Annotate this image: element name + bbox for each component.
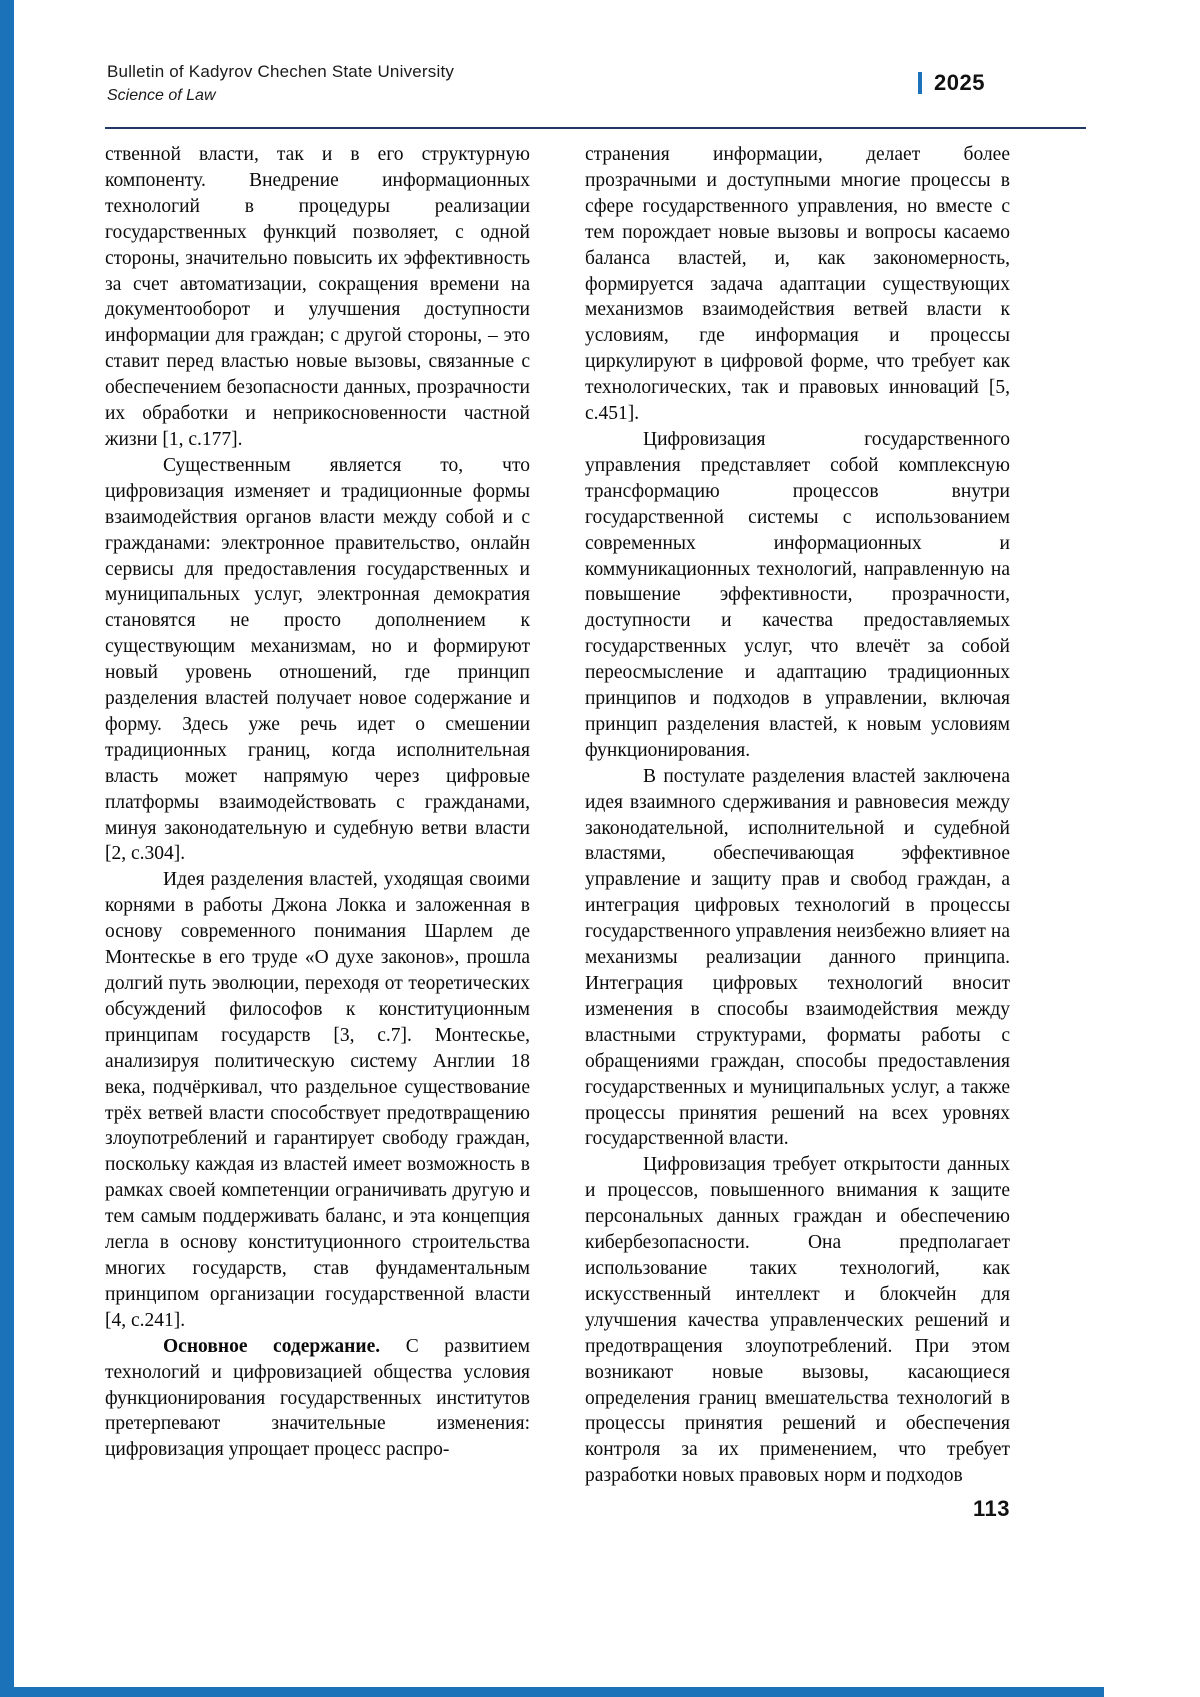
section-heading: Основное содержание. [163, 1335, 381, 1357]
right-column [585, 142, 1010, 1489]
header-rule [105, 127, 1086, 129]
paragraph-text: С развитием технологий и цифровизацией общества условия функционирования государственных институтов претерпевают значительные изменения: цифровизация упрощает процесс распро- [105, 1335, 530, 1461]
paragraph [105, 1334, 530, 1464]
paragraph: Цифровизация государственного управления представляет собой комплексную трансформацию процессов внутри государственной системы с использованием современных информационных и коммуникационных технологий, направленную на повышение эффективности, прозрачности, доступности и качества предоставляемых государственных услуг, что влечёт за собой переосмысление и адаптацию традиционных принципов и подходов в управлении, включая принцип разделения властей, к новым условиям функционирования. [585, 428, 1010, 761]
journal-subtitle: Science of Law [107, 87, 216, 104]
publication-year-block [918, 70, 985, 96]
page-number: 113 [973, 1496, 1010, 1521]
paragraph: Идея разделения властей, уходящая своими корнями в работы Джона Локка и заложенная в основу современного понимания Шарлем де Монтескье в его труде «О духе законов», прошла долгий путь эволюции, переходя от теоретических обсуждений философов к конституционным принципам государств [3, с.7]. Монтескье, анализируя политическую систему Англии 18 века, подчёркивал, что раздельное существование трёх ветвей власти способствует предотвращению злоупотреблений и гарантирует свободу граждан, поскольку каждая из властей имеет возможность в рамках своей компетенции ограничивать другую и тем самым поддерживать баланс, и эта концепция легла в основу конституционного строительства многих государств, став фундаментальным принципом организации государственной власти [4, с.241]. [105, 869, 530, 1331]
journal-title: Bulletin of Kadyrov Chechen State University [107, 62, 455, 81]
year-separator-bar [918, 72, 922, 94]
paragraph: Цифровизация требует открытости данных и процессов, повышенного внимания к защите персональных данных граждан и обеспечению кибербезопасности. Она предполагает использование таких технологий, как искусственный интеллект и блокчейн для улучшения качества управленческих решений и предотвращения злоупотреблений. При этом возникают новые вызовы, касающиеся определения границ вмешательства технологий в процессы принятия решений и обеспечения контроля за их применением, что требует разработки новых правовых норм и подходов [585, 1154, 1010, 1487]
paragraph: странения информации, делает более прозрачными и доступными многие процессы в сфере государственного управления, но вместе с тем порождает новые вызовы и вопросы касаемо баланса властей, и, как закономерность, формируется задача адаптации существующих механизмов взаимодействия ветвей власти к условиям, где информация и процессы циркулируют в цифровой форме, что требует как технологических, так и правовых инноваций [5, с.451]. [585, 144, 1010, 425]
journal-identity [107, 62, 454, 105]
paragraph: В постулате разделения властей заключена идея взаимного сдерживания и равновесия между законодательной, исполнительной и судебной властями, обеспечивающая эффективное управление и защиту прав и свобод граждан, а интеграция цифровых технологий в процессы государственного управления неизбежно влияет на механизмы реализации данного принципа. Интеграция цифровых технологий вносит изменения в способы взаимодействия между властными структурами, форматы работы с обращениями граждан, способы предоставления государственных и муниципальных услуг, а также процессы принятия решений на всех уровнях государственной власти. [585, 765, 1010, 1150]
publication-year: 2025 [934, 70, 985, 95]
left-accent-bar [0, 0, 14, 1697]
left-column [105, 142, 530, 1489]
paragraph: ственной власти, так и в его структурную компоненту. Внедрение информационных технологий в процедуры реализации государственных функций позволяет, с одной стороны, значительно повысить их эффективность за счет автоматизации, сокращения времени на документооборот и улучшения доступности информации для граждан; с другой стороны, – это ставит перед властью новые вызовы, связанные с обеспечением безопасности данных, прозрачности их обработки и неприкосновенности частной жизни [1, с.177]. [105, 144, 530, 450]
bottom-accent-bar [0, 1687, 1104, 1697]
article-body [105, 142, 1010, 1489]
paragraph: Существенным является то, что цифровизация изменяет и традиционные формы взаимодействия органов власти между собой и с гражданами: электронное правительство, онлайн сервисы для предоставления государственных и муниципальных услуг, электронная демократия становятся не просто дополнением к существующим механизмам, но и формируют новый уровень отношений, где принцип разделения властей получает новое содержание и форму. Здесь уже речь идет о смешении традиционных границ, когда исполнительная власть может напрямую через цифровые платформы взаимодействовать с гражданами, минуя законодательную и судебную ветви власти [2, с.304]. [105, 454, 530, 865]
